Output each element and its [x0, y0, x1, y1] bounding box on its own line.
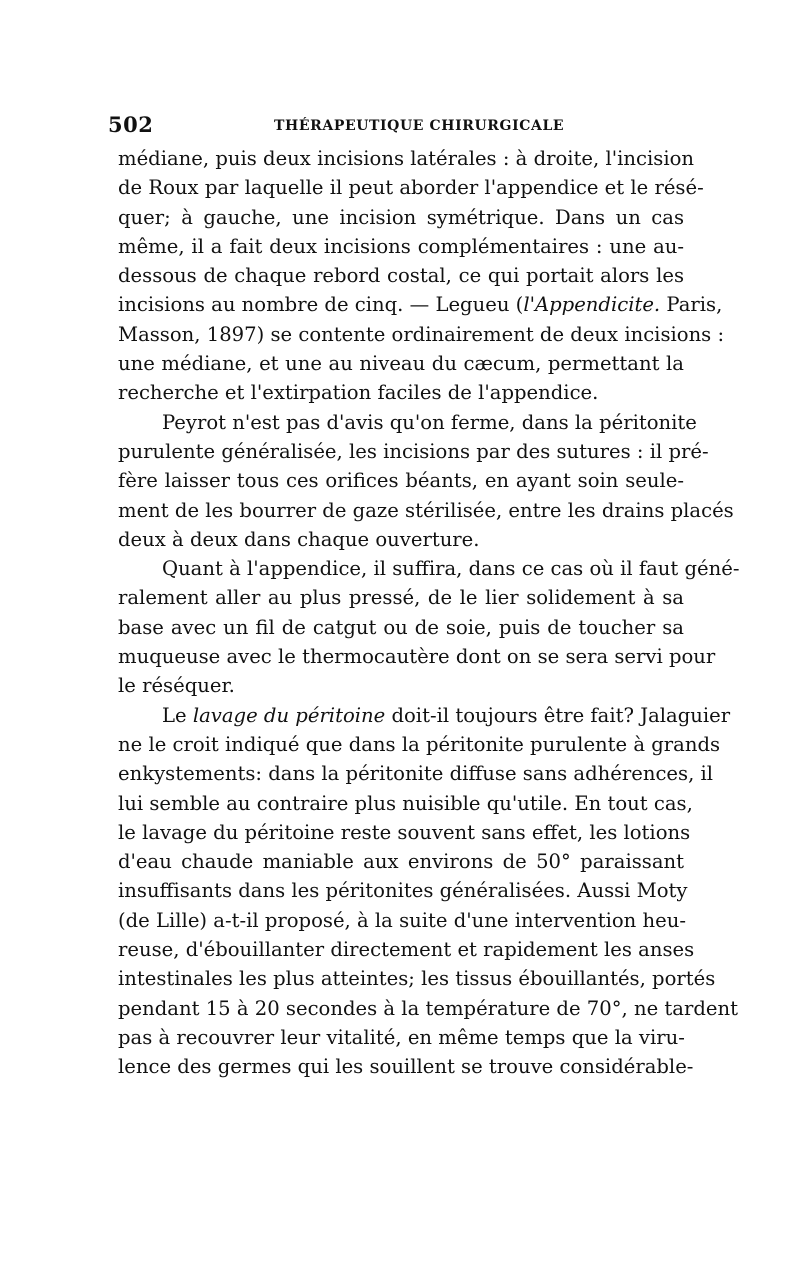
text-segment: Le — [162, 703, 193, 727]
text-line: insuffisants dans les péritonites généralisées. Aussi Moty — [118, 879, 688, 903]
text-line: lence des germes qui les souillent se trouve considérable- — [118, 1055, 694, 1079]
paragraph-3 — [118, 554, 740, 700]
text-line: enkystements: dans la péritonite diffuse sans adhérences, il — [118, 762, 714, 786]
text-line-with-emphasis — [118, 701, 731, 730]
text-segment: incisions au nombre de cinq. — Legueu ( — [118, 293, 524, 317]
text-line: fère laisser tous ces orifices béants, en ayant soin seule- — [118, 469, 684, 493]
page-header — [108, 112, 688, 142]
text-line: (de Lille) a-t-il proposé, à la suite d'une intervention heu- — [118, 908, 686, 932]
text-line: ne le croit indiqué que dans la péritonite purulente à grands — [118, 732, 721, 756]
text-line: lui semble au contraire plus nuisible qu'utile. En tout cas, — [118, 791, 693, 815]
text-line: de Roux par laquelle il peut aborder l'appendice et le résé- — [118, 176, 704, 200]
text-line-with-reference — [118, 290, 723, 319]
text-line: Peyrot n'est pas d'avis qu'on ferme, dans la péritonite — [162, 410, 697, 434]
text-line: pendant 15 à 20 secondes à la température de 70°, ne tardent — [118, 996, 738, 1020]
body-text — [118, 144, 740, 1082]
text-line: dessous de chaque rebord costal, ce qui portait alors les — [118, 264, 684, 288]
page-number: 502 — [108, 112, 154, 137]
running-title: THÉRAPEUTIQUE CHIRURGICALE — [274, 118, 565, 134]
text-line: ralement aller au plus pressé, de le lier solidement à sa — [118, 586, 684, 610]
text-line: intestinales les plus atteintes; les tissus ébouillantés, portés — [118, 967, 716, 991]
paragraph-1 — [118, 144, 725, 408]
text-segment: doit-il toujours être fait? Jalaguier — [385, 703, 731, 727]
book-reference: l'Appendicite. — [523, 293, 661, 317]
text-line: médiane, puis deux incisions latérales : à droite, l'incision — [118, 147, 694, 170]
paragraph-2 — [118, 408, 734, 554]
paragraph-4 — [118, 701, 738, 1082]
text-line: le lavage du péritoine reste souvent sans effet, les lotions — [118, 820, 691, 844]
text-line: une médiane, et une au niveau du cæcum, permettant la — [118, 352, 684, 376]
text-line: recherche et l'extirpation faciles de l'appendice. — [118, 381, 599, 405]
text-line: même, il a fait deux incisions complémentaires : une au- — [118, 234, 684, 258]
text-line: le réséquer. — [118, 674, 235, 698]
emphasized-term: lavage du péritoine — [192, 703, 386, 727]
text-line: pas à recouvrer leur vitalité, en même temps que la viru- — [118, 1025, 685, 1049]
text-line: purulente généralisée, les incisions par des sutures : il pré- — [118, 439, 709, 463]
text-line: Masson, 1897) se contente ordinairement de deux incisions : — [118, 322, 725, 346]
text-line: base avec un fil de catgut ou de soie, puis de toucher sa — [118, 615, 684, 639]
text-line: muqueuse avec le thermocautère dont on se sera servi pour — [118, 645, 716, 669]
text-line: Quant à l'appendice, il suffira, dans ce cas où il faut géné- — [162, 557, 740, 581]
text-line: ment de les bourrer de gaze stérilisée, entre les drains placés — [118, 498, 734, 522]
text-line: deux à deux dans chaque ouverture. — [118, 527, 480, 551]
text-line: quer; à gauche, une incision symétrique. Dans un cas — [118, 205, 684, 229]
text-segment: Paris, — [660, 293, 723, 317]
text-line: d'eau chaude maniable aux environs de 50° paraissant — [118, 850, 684, 874]
text-line: reuse, d'ébouillanter directement et rapidement les anses — [118, 938, 695, 962]
